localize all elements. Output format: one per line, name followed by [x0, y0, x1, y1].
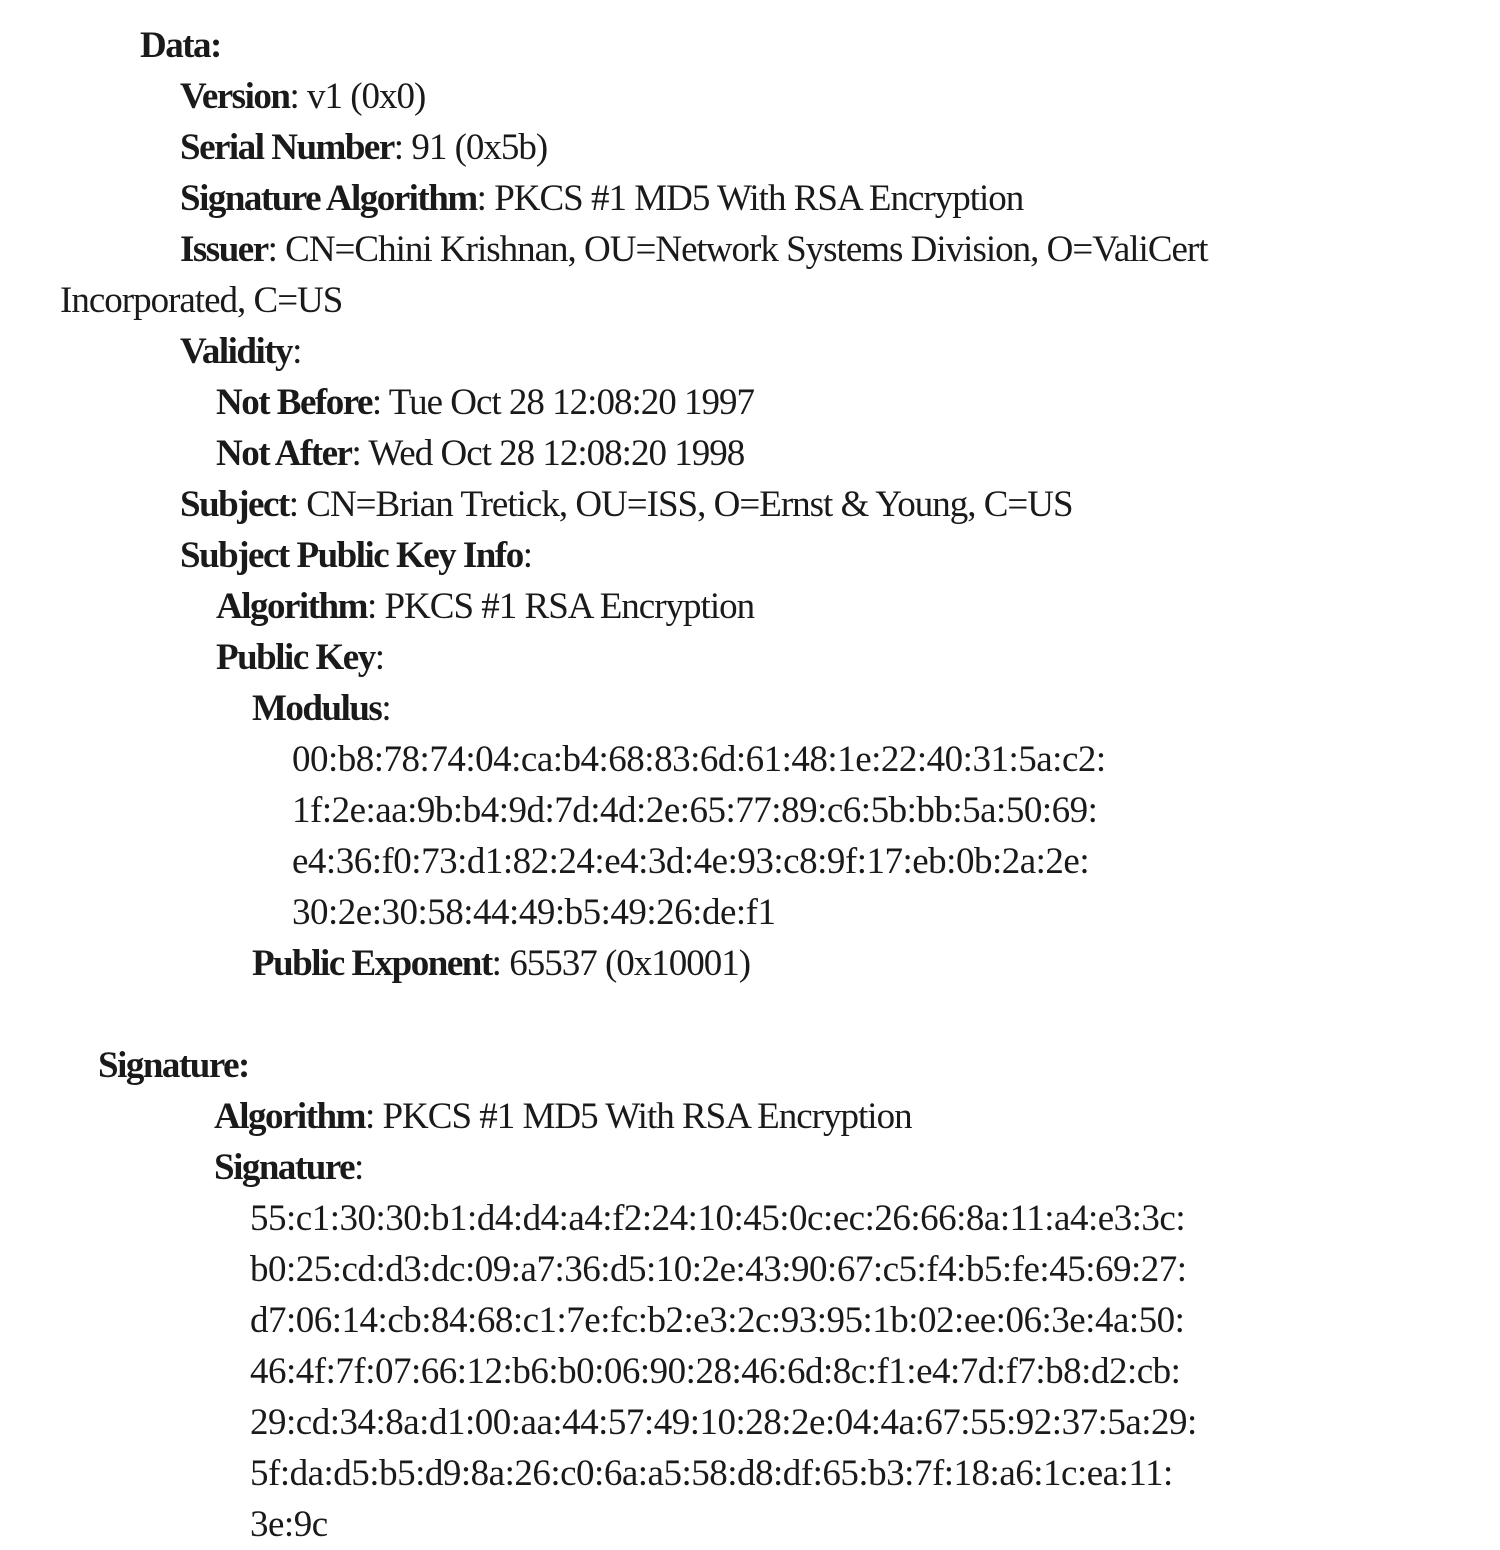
- not-after-colon: :: [351, 433, 369, 474]
- signature-hex-line: d7:06:14:cb:84:68:c1:7e:fc:b2:e3:2c:93:95:1b:02:ee:06:3e:4a:50:: [250, 1300, 1185, 1341]
- serial-number-colon: :: [393, 127, 412, 168]
- issuer-value-line1: CN=Chini Krishnan, OU=Network Systems Division, O=ValiCert: [285, 229, 1208, 270]
- modulus-hex-line: 1f:2e:aa:9b:b4:9d:7d:4d:2e:65:77:89:c6:5b:bb:5a:50:69:: [292, 790, 1098, 831]
- issuer-field: [0, 224, 1500, 275]
- signature-heading-label: Signature:: [98, 1045, 249, 1086]
- modulus-hex-line: e4:36:f0:73:d1:82:24:e4:3d:4e:93:c8:9f:17:eb:0b:2a:2e:: [292, 841, 1090, 882]
- signature-hex-line: 29:cd:34:8a:d1:00:aa:44:57:49:10:28:2e:04:4a:67:55:92:37:5a:29:: [250, 1402, 1197, 1443]
- validity-colon: :: [292, 331, 302, 372]
- signature-section-algorithm-value: PKCS #1 MD5 With RSA Encryption: [382, 1096, 912, 1137]
- public-key-label: Public Key: [216, 637, 375, 678]
- public-key-colon: :: [374, 637, 384, 678]
- modulus-hex-line: 00:b8:78:74:04:ca:b4:68:83:6d:61:48:1e:22:40:31:5a:c2:: [292, 739, 1106, 780]
- subject-colon: :: [288, 484, 307, 525]
- subject-label: Subject: [180, 484, 289, 525]
- subject-field: [0, 479, 1500, 530]
- data-heading-label: Data:: [140, 25, 221, 66]
- subject-public-key-info-field: [0, 530, 1500, 581]
- public-exponent-field: [0, 938, 1500, 989]
- signature-value-field: [0, 1142, 1500, 1193]
- key-algorithm-field: [0, 581, 1500, 632]
- signature-hex-line: 3e:9c: [250, 1504, 328, 1545]
- serial-number-field: [0, 122, 1500, 173]
- version-field: [0, 71, 1500, 122]
- signature-algorithm-field: [0, 173, 1500, 224]
- signature-hex-line: 5f:da:d5:b5:d9:8a:26:c0:6a:a5:58:d8:df:65:b3:7f:18:a6:1c:ea:11:: [250, 1453, 1173, 1494]
- not-after-value: Wed Oct 28 12:08:20 1998: [368, 433, 745, 474]
- signature-section-algorithm-label: Algorithm: [214, 1096, 365, 1137]
- issuer-label: Issuer: [180, 229, 268, 270]
- signature-hex-line: b0:25:cd:d3:dc:09:a7:36:d5:10:2e:43:90:67:c5:f4:b5:fe:45:69:27:: [250, 1249, 1187, 1290]
- certificate-document: [0, 20, 1500, 1550]
- key-algorithm-value: PKCS #1 RSA Encryption: [384, 586, 755, 627]
- public-key-field: [0, 632, 1500, 683]
- key-algorithm-colon: :: [366, 586, 385, 627]
- signature-algorithm-label: Signature Algorithm: [180, 178, 477, 219]
- signature-section-algorithm-colon: :: [364, 1096, 383, 1137]
- data-heading: [0, 20, 1500, 71]
- validity-label: Validity: [180, 331, 293, 372]
- signature-hex-line: 46:4f:7f:07:66:12:b6:b0:06:90:28:46:6d:8c:f1:e4:7d:f7:b8:d2:cb:: [250, 1351, 1181, 1392]
- not-after-label: Not After: [216, 433, 352, 474]
- public-exponent-label: Public Exponent: [252, 943, 492, 984]
- validity-field: [0, 326, 1500, 377]
- section-spacer: [0, 989, 1500, 1040]
- key-algorithm-label: Algorithm: [216, 586, 367, 627]
- not-before-field: [0, 377, 1500, 428]
- modulus-hex-line: 30:2e:30:58:44:49:b5:49:26:de:f1: [292, 892, 776, 933]
- issuer-continuation: [0, 275, 1500, 326]
- subject-public-key-info-colon: :: [522, 535, 532, 576]
- issuer-colon: :: [267, 229, 286, 270]
- subject-value: CN=Brian Tretick, OU=ISS, O=Ernst & Young, C=US: [306, 484, 1073, 525]
- signature-value-colon: :: [354, 1147, 364, 1188]
- signature-heading: [0, 1040, 1500, 1091]
- signature-algorithm-colon: :: [476, 178, 495, 219]
- public-exponent-colon: :: [491, 943, 510, 984]
- signature-algorithm-value: PKCS #1 MD5 With RSA Encryption: [494, 178, 1024, 219]
- signature-value-label: Signature: [214, 1147, 355, 1188]
- not-after-field: [0, 428, 1500, 479]
- not-before-value: Tue Oct 28 12:08:20 1997: [388, 382, 754, 423]
- modulus-colon: :: [381, 688, 391, 729]
- version-value: v1 (0x0): [306, 76, 426, 117]
- version-label: Version: [180, 76, 290, 117]
- signature-section-algorithm-field: [0, 1091, 1500, 1142]
- public-exponent-value: 65537 (0x10001): [509, 943, 751, 984]
- not-before-colon: :: [371, 382, 389, 423]
- version-colon: :: [289, 76, 307, 117]
- subject-public-key-info-label: Subject Public Key Info: [180, 535, 523, 576]
- signature-hex-line: 55:c1:30:30:b1:d4:d4:a4:f2:24:10:45:0c:ec:26:66:8a:11:a4:e3:3c:: [250, 1198, 1186, 1239]
- modulus-field: [0, 683, 1500, 734]
- serial-number-value: 91 (0x5b): [411, 127, 548, 168]
- not-before-label: Not Before: [216, 382, 372, 423]
- issuer-value-line2: Incorporated, C=US: [60, 280, 343, 321]
- serial-number-label: Serial Number: [180, 127, 394, 168]
- modulus-label: Modulus: [252, 688, 382, 729]
